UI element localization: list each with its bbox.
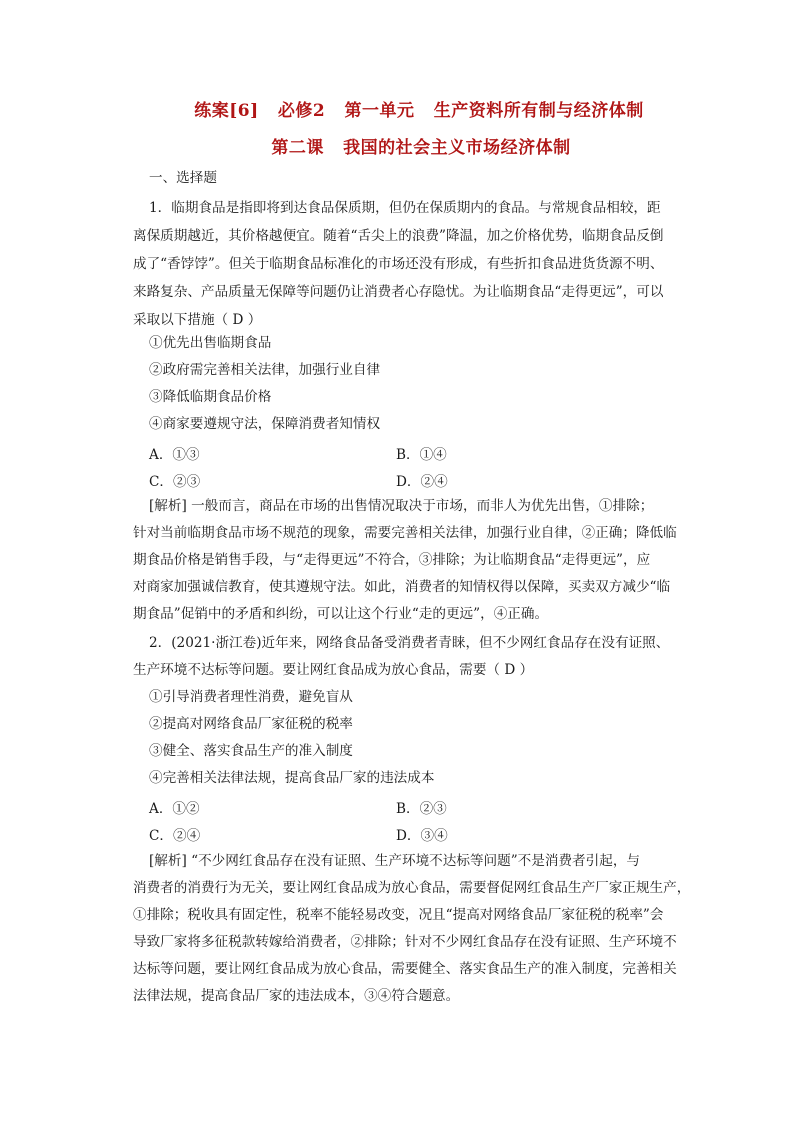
question-2-item: ③健全、落实食品生产的准入制度 [149,743,353,759]
question-2-analysis-line: 消费者的消费行为无关，要让网红食品成为放心食品，需要督促网红食品生产厂家正规生产， [133,880,691,896]
question-1-analysis-line: 针对当前临期食品市场不规范的现象，需要完善相关法律，加强行业自律，②正确；降低临 [133,525,677,541]
question-1-line: 采取以下措施（ D ） [133,312,262,328]
question-1-item: ③降低临期食品价格 [149,389,272,405]
question-2-option-d: D．③④ [396,828,448,844]
question-1-option-c: C．②③ [149,474,201,490]
question-2-item: ①引导消费者理性消费，避免盲从 [149,689,353,705]
question-1-line: 离保质期越近，其价格越便宜。随着“舌尖上的浪费”降温，加之价格优势，临期食品反倒 [133,228,664,244]
question-1-item: ①优先出售临期食品 [149,335,272,351]
question-1-analysis-line: 对商家加强诚信教育，使其遵规守法。如此，消费者的知情权得以保障，买卖双方减少“临 [133,579,671,595]
question-1-item: ④商家要遵规守法，保障消费者知情权 [149,416,381,432]
question-1-item: ②政府需完善相关法律，加强行业自律 [149,362,381,378]
question-2-item: ④完善相关法律法规，提高食品厂家的违法成本 [149,770,435,786]
question-2-analysis-line: 法律法规，提高食品厂家的违法成本，③④符合题意。 [133,988,460,1004]
question-2-analysis-line: [解析] “不少网红食品存在没有证照、生产环境不达标等问题”不是消费者引起，与 [149,853,641,869]
question-2-option-c: C．②④ [149,828,201,844]
question-1-line: 成了“香饽饽”。但关于临期食品标准化的市场还没有形成，有些折扣食品进货货源不明、 [133,256,664,272]
question-1-option-d: D．②④ [396,474,448,490]
question-1-analysis-line: 期食品价格是销售手段，与“走得更远”不符合，③排除；为让临期食品“走得更远”，应 [133,552,651,568]
question-1-line: 1．临期食品是指即将到达食品保质期，但仍在保质期内的食品。与常规食品相较，距 [149,200,661,216]
question-1-analysis-line: [解析] 一般而言，商品在市场的出售情况取决于市场，而非人为优先出售，①排除； [149,498,654,514]
question-2-analysis-line: 达标等问题，要让网红食品成为放心食品，需要健全、落实食品生产的准入制度，完善相关 [133,961,677,977]
question-2-line: 生产环境不达标等问题。要让网红食品成为放心食品，需要（ D ） [133,662,534,678]
question-2-line: 2．(2021·浙江卷)近年来，网络食品备受消费者青睐，但不少网红食品存在没有证照、 [149,635,670,651]
question-2-analysis-line: 导致厂家将多征税款转嫁给消费者，②排除；针对不少网红食品存在没有证照、生产环境不 [133,934,677,950]
page-subtitle: 第二课 我国的社会主义市场经济体制 [271,138,571,158]
question-1-line: 来路复杂、产品质量无保障等问题仍让消费者心存隐忧。为让临期食品“走得更远”，可以 [133,284,664,300]
question-2-analysis-line: ①排除；税收具有固定性，税率不能轻易改变，况且“提高对网络食品厂家征税的税率”会 [133,907,664,923]
page-title: 练案[6] 必修2 第一单元 生产资料所有制与经济体制 [194,101,644,121]
question-1-analysis-line: 期食品”促销中的矛盾和纠纷，可以让这个行业“走的更远”，④正确。 [133,606,549,622]
question-1-option-b: B．①④ [396,447,447,463]
section-heading: 一、选择题 [149,170,217,186]
question-2-option-b: B．②③ [396,801,447,817]
question-1-option-a: A．①③ [149,447,200,463]
question-2-option-a: A．①② [149,801,200,817]
question-2-item: ②提高对网络食品厂家征税的税率 [149,716,353,732]
